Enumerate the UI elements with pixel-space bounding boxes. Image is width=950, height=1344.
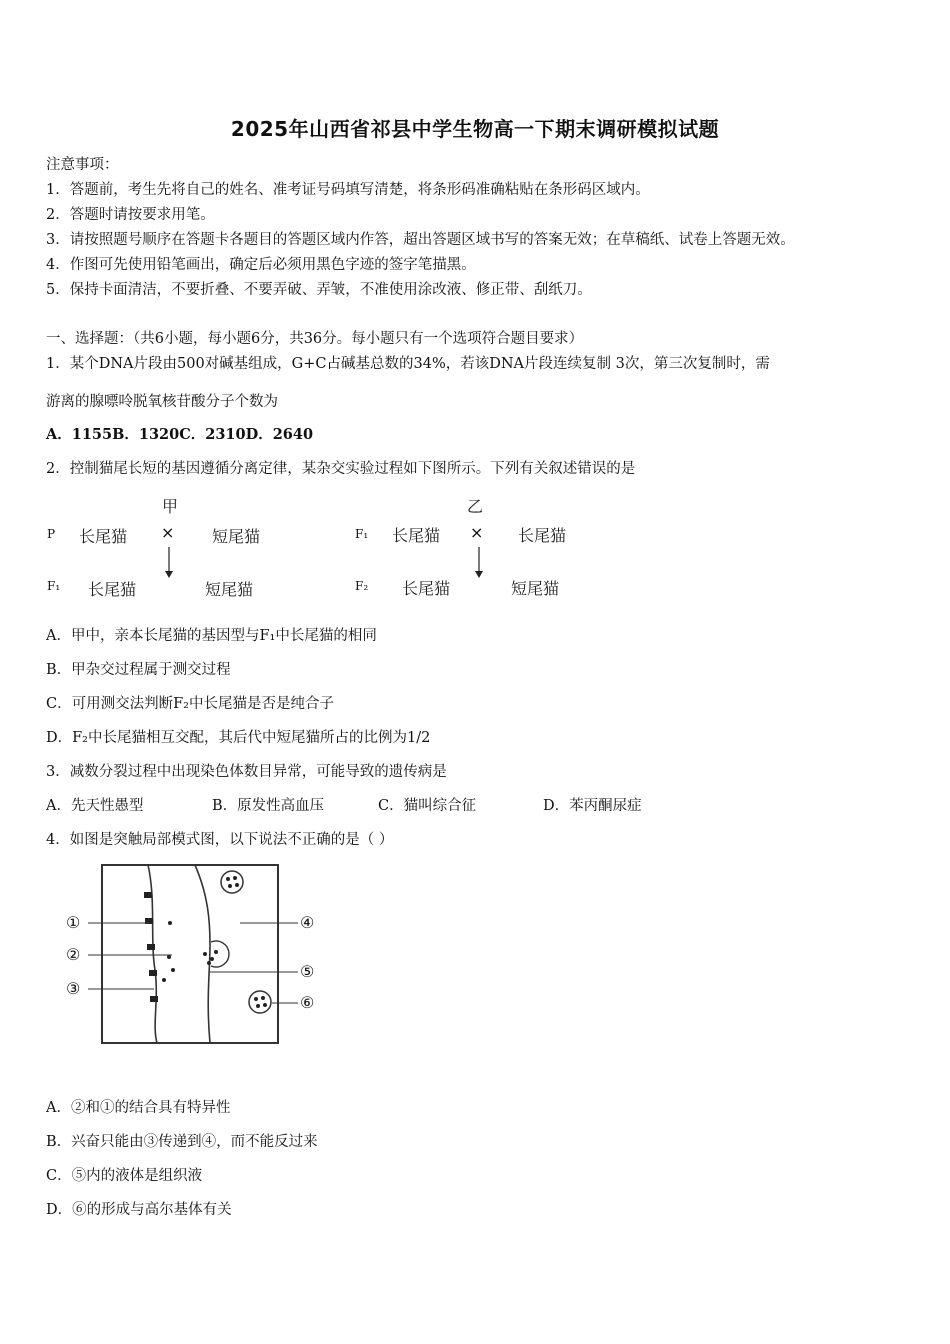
label-6: ⑥ (300, 993, 315, 1012)
question-4-option-c: C．⑤内的液体是组织液 (46, 1168, 203, 1184)
question-3-option-b: B．原发性高血压 (212, 798, 325, 814)
label-2: ② (66, 945, 81, 964)
question-3-option-a: A．先天性愚型 (46, 798, 144, 814)
label-5: ⑤ (300, 962, 315, 981)
label-1: ① (66, 913, 81, 932)
question-2-stem: 2．控制猫尾长短的基因遵循分离定律，某杂交实验过程如下图所示。下列有关叙述错误的是 (46, 461, 636, 477)
f2-long: 长尾猫 (402, 579, 451, 598)
notice-item: 3．请按照题号顺序在答题卡各题目的答题区域内作答，超出答题区域书写的答案无效；在草稿纸、试卷上答题无效。 (46, 232, 795, 248)
cross-symbol: × (161, 523, 175, 542)
question-3-stem: 3．减数分裂过程中出现染色体数目异常，可能导致的遗传病是 (46, 764, 447, 780)
question-3-option-d: D．苯丙酮尿症 (543, 798, 642, 814)
question-2-option-a: A．甲中，亲本长尾猫的基因型与F₁中长尾猫的相同 (46, 628, 377, 644)
question-2-option-d: D．F₂中长尾猫相互交配，其后代中短尾猫所占的比例为1/2 (46, 730, 431, 746)
question-2-option-b: B．甲杂交过程属于测交过程 (46, 662, 231, 678)
generation-f1: F₁ (47, 579, 61, 593)
question-4-option-d: D．⑥的形成与高尔基体有关 (46, 1202, 232, 1218)
notice-item: 4．作图可先使用铅笔画出，确定后必须用黑色字迹的签字笔描黑。 (46, 257, 476, 273)
question-4-option-b: B．兴奋只能由③传递到④，而不能反过来 (46, 1134, 318, 1150)
notice-item: 2．答题时请按要求用笔。 (46, 207, 215, 223)
section-heading: 一、选择题：（共6小题，每小题6分，共36分。每小题只有一个选项符合题目要求） (46, 331, 584, 347)
offspring-long: 长尾猫 (88, 580, 137, 599)
diagram-jia: 甲 (162, 497, 179, 516)
diagram-yi: 乙 (467, 497, 484, 516)
page-title: 2025年山西省祁县中学生物高一下期末调研模拟试题 (230, 117, 720, 141)
question-4-stem: 4．如图是突触局部模式图，以下说法不正确的是（ ） (46, 832, 394, 848)
generation-f1: F₁ (355, 527, 369, 541)
f2-short: 短尾猫 (511, 579, 560, 598)
arrow-down-icon (160, 545, 180, 581)
question-1-stem-cont: 游离的腺嘌呤脱氧核苷酸分子个数为 (46, 394, 278, 410)
notice-item: 5．保持卡面清洁，不要折叠、不要弄破、弄皱，不准使用涂改液、修正带、刮纸刀。 (46, 282, 592, 298)
label-4: ④ (300, 913, 315, 932)
notice-heading: 注意事项： (46, 157, 119, 173)
question-3-option-c: C．猫叫综合征 (378, 798, 477, 814)
label-3: ③ (66, 979, 81, 998)
cross-symbol: × (470, 523, 484, 542)
parent-long: 长尾猫 (79, 527, 128, 546)
synapse-diagram (60, 860, 340, 1050)
question-2-option-c: C．可用测交法判断F₂中长尾猫是否是纯合子 (46, 696, 334, 712)
arrow-down-icon (470, 545, 490, 581)
generation-p: P (47, 527, 56, 541)
question-1-options: A．1155B．1320C．2310D．2640 (46, 426, 314, 443)
parent-short: 短尾猫 (212, 527, 261, 546)
question-1-stem: 1．某个DNA片段由500对碱基组成，G+C占碱基总数的34%，若该DNA片段连续复制 3次，第三次复制时，需 (46, 356, 770, 372)
generation-f2: F₂ (355, 579, 369, 593)
notice-item: 1．答题前，考生先将自己的姓名、准考证号码填写清楚，将条形码准确粘贴在条形码区域内。 (46, 182, 650, 198)
offspring-short: 短尾猫 (205, 580, 254, 599)
question-4-option-a: A．②和①的结合具有特异性 (46, 1100, 231, 1116)
f1-long-a: 长尾猫 (392, 526, 441, 545)
f1-long-b: 长尾猫 (518, 526, 567, 545)
